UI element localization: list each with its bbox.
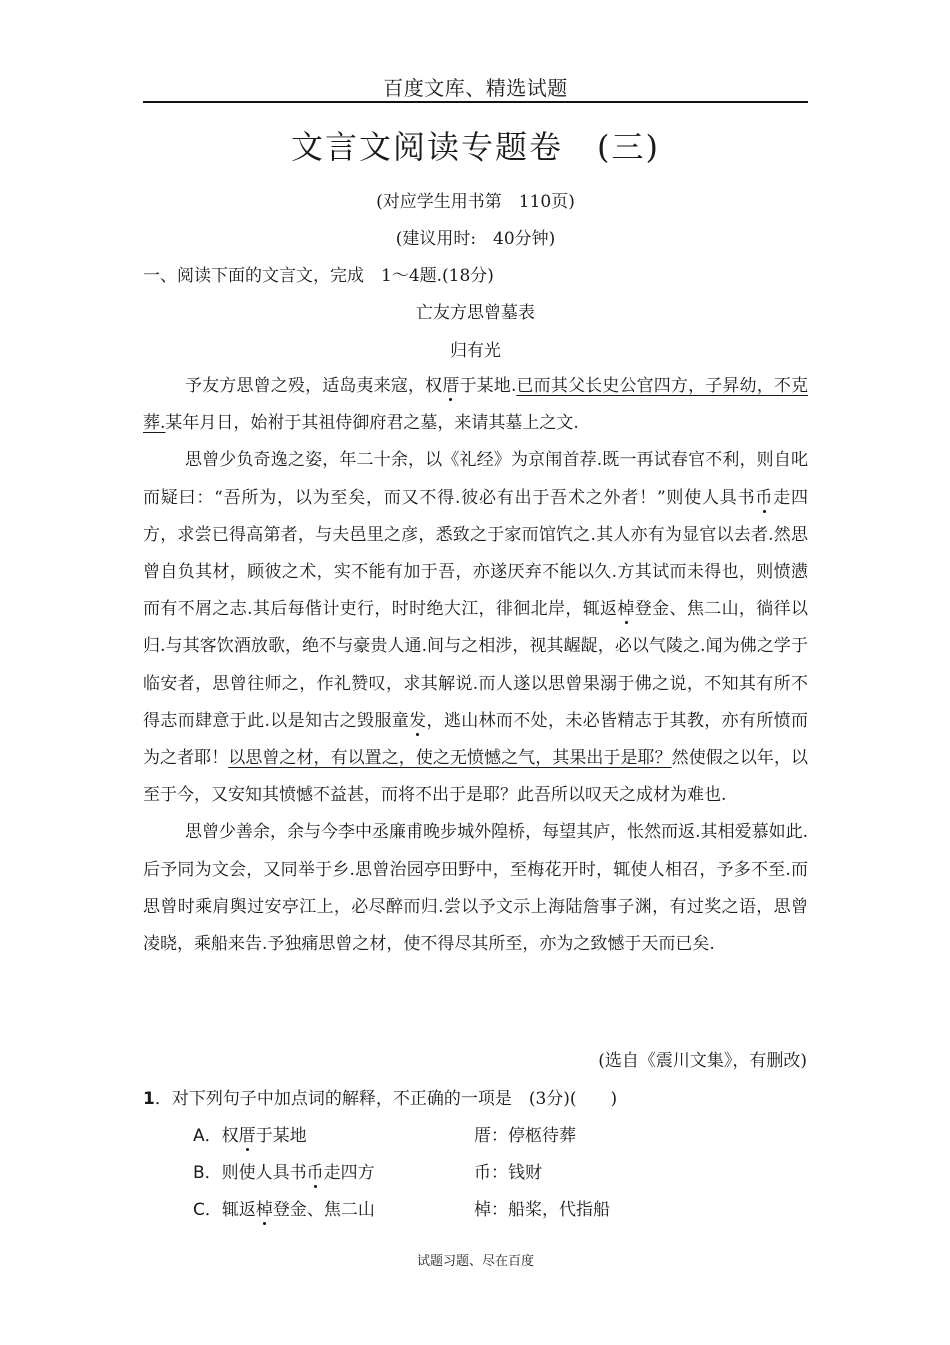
option-b-explanation: 币：钱财 (474, 1163, 542, 1183)
page-footer: 试题习题、尽在百度 (416, 1254, 534, 1269)
text-segment: 思曾少善余，余与今李中丞廉甫晚步城外隍桥，每望其庐，怅然而返.其相爱慕如此.后予同为文会，又同举于乡.思曾治园亭田野中，至梅花开时，辄使人相召，予多不至.而思曾时乘肩舆过安亭江上，必尽醉而归.尝以予文示上海陆詹事子渊，有过奖之语，思曾凌晓，乘船来告.予独痛思曾之材，使不得尽其所至，亦为之致憾于天而已矣. (143, 822, 808, 955)
option-b (193, 1158, 375, 1183)
text-segment: ，逃山林而不处，未必皆精志于其教，亦有所愤而为之者耶！ (143, 710, 809, 769)
question-1 (143, 1084, 808, 1109)
option-text: ．则使人具书 (204, 1163, 307, 1183)
underlined-sentence: 以思曾之材，有以置之，使之无愤憾之气，其果出于是耶？ (228, 748, 672, 769)
passage-author: 归有光 (450, 341, 501, 361)
dotted-word: 棹 (617, 599, 635, 620)
option-text: 走四方 (323, 1163, 375, 1183)
option-a-explanation: 厝：停柩待葬 (474, 1126, 576, 1146)
option-a (193, 1121, 307, 1146)
underlined-sentence: 已而其父长史公官四方，子昇幼，不克葬. (143, 376, 809, 434)
passage-source: (选自《震川文集》，有删改) (598, 1051, 807, 1071)
option-letter: B (193, 1163, 205, 1183)
text-segment: 走四方，求尝已得高第者，与夫邑里之彦，悉致之于家而馆饩之.其人亦有为显官以去者.然思曾自负其材，顾彼之术，实不能有加于吾，亦遂厌弃不能以久.方其试而未得也，则愤懑而有不屑之志.其后每偕计吏行，时时绝大江，徘徊北岸，辄返 (143, 487, 808, 620)
section-instruction: 一、阅读下面的文言文，完成 1～4题.(18分) (143, 266, 494, 286)
passage-body (143, 368, 808, 963)
dotted-word: 发 (409, 710, 427, 731)
text-segment: 思曾少负奇逸之姿，年二十余，以《礼经》为京闱首荐.既一再试春官不利，则自叱而疑曰：“吾所为，以为至矣，而又不得.彼必有出于吾术之外者！”则使人具书 (143, 450, 808, 508)
text-segment: 登金、焦二山，徜徉以归.与其客饮酒放歌，绝不与豪贵人通.间与之相涉，视其龌龊，必以气陵之.闻为佛之学于临安者，思曾往师之，作礼赞叹，求其解说.而人遂以思曾果溺于佛之说，不知其有所不得志而肆意于此.以是知古之毁服童 (143, 599, 809, 731)
option-text: 于某地 (255, 1126, 307, 1146)
dotted-word: 厝 (238, 1126, 256, 1146)
passage-title: 亡友方思曾墓表 (416, 303, 535, 323)
dotted-word: 厝 (442, 376, 460, 396)
option-text: 登金、焦二山 (272, 1200, 375, 1220)
dotted-word: 币 (755, 487, 774, 508)
text-segment: 于某地. (459, 376, 517, 396)
suggested-time: (建议用时: 40分钟) (395, 229, 556, 249)
text-segment: 予友方思曾之殁，适岛夷来寇，权 (185, 376, 443, 396)
question-number: 1 (143, 1089, 155, 1109)
passage-paragraph-3 (143, 814, 808, 963)
passage-paragraph-1 (143, 368, 808, 442)
exam-title: 文言文阅读专题卷 (三) (291, 128, 660, 166)
option-text: ．权 (204, 1126, 239, 1146)
passage-paragraph-2 (143, 442, 808, 814)
question-stem: ．对下列句子中加点词的解释，不正确的一项是 (3分)( ) (154, 1089, 618, 1109)
option-c (193, 1195, 375, 1220)
header-rule (143, 101, 808, 103)
book-reference: (对应学生用书第 110页) (376, 192, 575, 212)
text-segment: 某年月日，始祔于其祖侍御府君之墓，来请其墓上之文. (165, 413, 579, 434)
option-letter: C (193, 1200, 205, 1220)
option-text: ．辄返 (204, 1200, 256, 1220)
text-segment: 然使假之以年，以至于今，又安知其愤憾不益甚，而将不出于是耶？此吾所以叹天之成材为难也. (143, 748, 809, 806)
page-header: 百度文库、精选试题 (383, 76, 568, 100)
option-c-explanation: 棹：船桨，代指船 (474, 1200, 610, 1220)
dotted-word: 币 (306, 1163, 324, 1183)
option-letter: A (193, 1126, 205, 1146)
dotted-word: 棹 (255, 1200, 273, 1220)
